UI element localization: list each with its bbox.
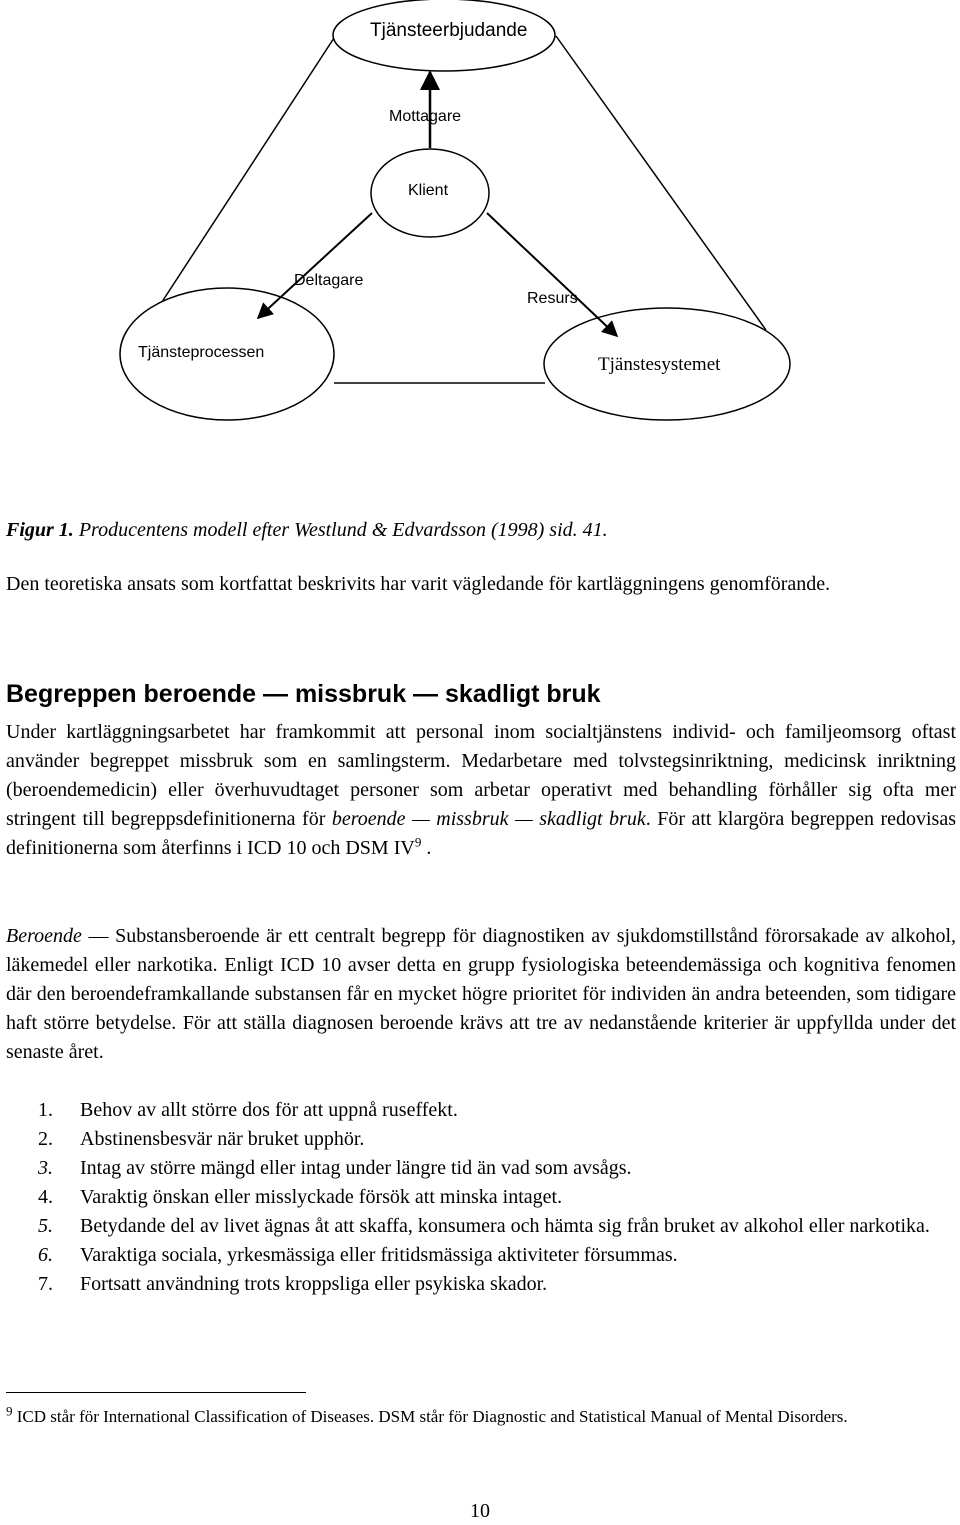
criteria-item [38, 1270, 958, 1299]
criteria-text: Varaktiga sociala, yrkesmässiga eller fritidsmässiga aktiviteter försummas. [80, 1244, 678, 1266]
label-klient: Klient [408, 182, 449, 199]
criteria-text: Intag av större mängd eller intag under längre tid än vad som avsågs. [80, 1157, 632, 1179]
figure-caption-text: Producentens modell efter Westlund & Edvardsson (1998) sid. 41. [78, 519, 608, 541]
arrow-deltagare [258, 213, 372, 318]
footnote-divider [6, 1392, 306, 1393]
italic-terms: beroende — missbruk — skadligt bruk [331, 808, 646, 830]
paragraph-text-end: . För att klargöra begreppen redovisas definitionerna som återfinns i ICD 10 och DSM IV [6, 808, 956, 859]
definitions-paragraph [6, 718, 956, 863]
criteria-text: Betydande del av livet ägnas åt att skaffa, konsumera och hämta sig från bruket av alkohol eller narkotika. [80, 1215, 930, 1237]
criteria-item [38, 1183, 958, 1212]
producer-model-diagram [0, 0, 960, 470]
beroende-term: Beroende [6, 925, 82, 947]
paragraph-text: Under kartläggningsarbetet har framkommit att personal inom socialtjänstens individ- och familjeomsorg oftast använder begreppet missbruk som en samlingsterm. Medarbetare med tolvstegsinriktning, medicinsk inriktning (beroendemedicin) eller överhuvudtaget personer som arbetar operativt med behandling förhåller sig ofta mer stringent till begreppsdefinitionerna för [6, 721, 956, 830]
criteria-text: Fortsatt användning trots kroppsliga eller psykiska skador. [80, 1273, 548, 1295]
label-deltagare: Deltagare [294, 272, 364, 289]
criteria-number: 5. [38, 1215, 53, 1237]
paragraph-tail: . [421, 837, 432, 859]
arrow-resurs [487, 213, 617, 336]
criteria-number: 6. [38, 1244, 53, 1266]
label-mottagare: Mottagare [389, 108, 462, 125]
criteria-list [38, 1096, 958, 1299]
criteria-item [38, 1125, 958, 1154]
criteria-number: 4. [38, 1186, 53, 1208]
criteria-number: 3. [38, 1157, 53, 1179]
criteria-number: 2. [38, 1128, 53, 1150]
criteria-item [38, 1154, 958, 1183]
section-heading: Begreppen beroende — missbruk — skadligt bruk [6, 680, 601, 708]
beroende-paragraph [6, 922, 956, 1067]
connector-top-left [158, 38, 334, 308]
footnote [6, 1404, 956, 1429]
label-tjansteerbjudande: Tjänsteerbjudande [370, 20, 528, 41]
label-tjanstesystemet: Tjänstesystemet [598, 354, 721, 375]
footnote-text: ICD står för International Classification of Diseases. DSM står för Diagnostic and Statistical Manual of Mental Disorders. [12, 1407, 848, 1426]
criteria-item [38, 1096, 958, 1125]
intro-paragraph: Den teoretiska ansats som kortfattat beskrivits har varit vägledande för kartläggningens genomförande. [6, 573, 831, 595]
label-resurs: Resurs [527, 290, 578, 307]
connector-top-right [556, 36, 766, 330]
criteria-number: 1. [38, 1099, 53, 1121]
footnote-mark: 9 [6, 1403, 13, 1419]
page-number: 10 [470, 1500, 490, 1522]
criteria-item [38, 1241, 958, 1270]
criteria-text: Abstinensbesvär när bruket upphör. [80, 1128, 365, 1150]
footnote-ref: 9 [414, 834, 422, 850]
criteria-text: Behov av allt större dos för att uppnå ruseffekt. [80, 1099, 458, 1121]
label-tjansteprocessen: Tjänsteprocessen [138, 344, 265, 361]
figure-label: Figur 1. [6, 519, 74, 541]
criteria-number: 7. [38, 1273, 53, 1295]
figure-caption [6, 519, 608, 542]
criteria-item [38, 1212, 958, 1241]
criteria-text: Varaktig önskan eller misslyckade försök att minska intaget. [80, 1186, 563, 1208]
beroende-text: — Substansberoende är ett centralt begrepp för diagnostiken av sjukdomstillstånd förorsakade av alkohol, läkemedel eller narkotika. Enligt ICD 10 avser detta en grupp fysiologiska beteendemässiga och kognitiva fenomen där den beroendeframkallande substansen får en mycket högre prioritet för individen än andra beteenden, som tidigare haft större betydelse. För att ställa diagnosen beroende krävs att tre av nedanstående kriterier är uppfyllda under det senaste året. [6, 925, 956, 1063]
